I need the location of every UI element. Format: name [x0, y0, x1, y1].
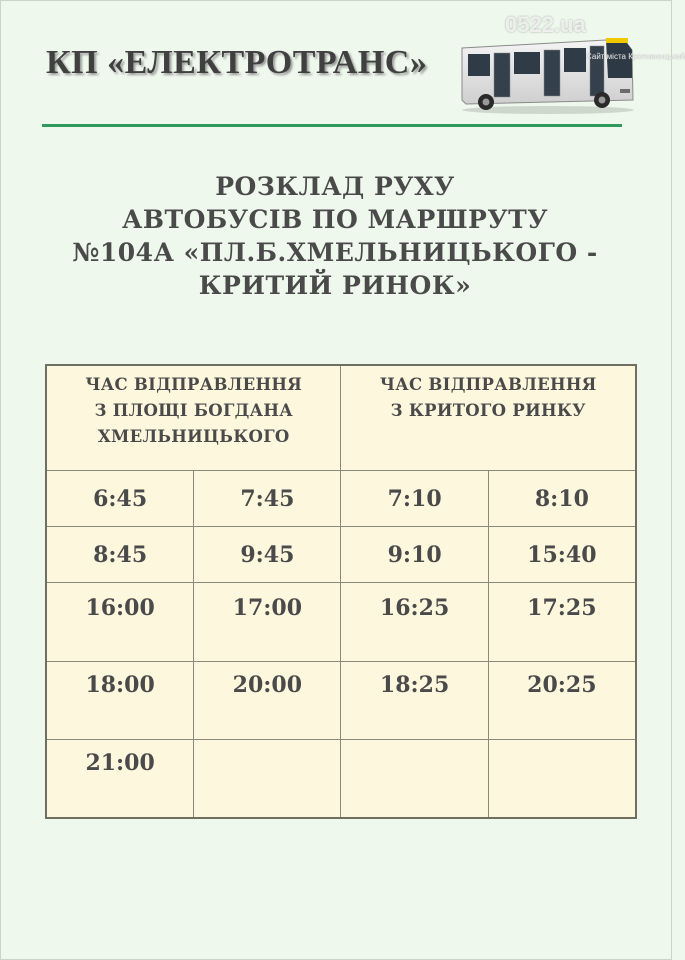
time-cell: 21:00: [46, 740, 194, 819]
header-divider: [42, 124, 622, 127]
time-cell: 7:10: [341, 471, 488, 527]
time-cell: 18:00: [46, 662, 194, 740]
time-cell: 6:45: [46, 471, 194, 527]
time-cell: 15:40: [488, 527, 636, 583]
time-cell: 9:10: [341, 527, 488, 583]
company-title: КП «ЕЛЕКТРОТРАНС»: [46, 44, 428, 81]
schedule-title: [40, 170, 630, 302]
time-cell: [341, 740, 488, 819]
time-cell: 20:00: [194, 662, 341, 740]
column-header-line: ЧАС ВІДПРАВЛЕННЯ: [379, 375, 597, 394]
time-cell: 8:10: [488, 471, 636, 527]
watermark-subtitle: Сайт міста Кропивницький: [586, 52, 685, 61]
table-row: [46, 527, 636, 583]
time-cell: 8:45: [46, 527, 194, 583]
table-header-row: [46, 365, 636, 471]
timetable: [45, 364, 637, 819]
schedule-title-line: КРИТИЙ РИНОК»: [198, 271, 472, 300]
table-row: [46, 662, 636, 740]
time-cell: [488, 740, 636, 819]
time-cell: 7:45: [194, 471, 341, 527]
column-header-line: ЧАС ВІДПРАВЛЕННЯ: [85, 375, 303, 394]
schedule-title-line: №104А «ПЛ.Б.ХМЕЛЬНИЦЬКОГО -: [72, 238, 598, 267]
time-cell: 16:25: [341, 583, 488, 662]
time-cell: 20:25: [488, 662, 636, 740]
time-cell: 16:00: [46, 583, 194, 662]
bus-icon: [456, 34, 636, 116]
table-row: [46, 471, 636, 527]
column-header-line: З КРИТОГО РИНКУ: [390, 401, 586, 420]
column-header-line: З ПЛОЩІ БОГДАНА: [94, 401, 293, 420]
time-cell: 18:25: [341, 662, 488, 740]
time-cell: [194, 740, 341, 819]
column-header-line: ХМЕЛЬНИЦЬКОГО: [97, 427, 290, 446]
schedule-title-line: РОЗКЛАД РУХУ: [215, 172, 455, 201]
column-header-from-market: [341, 365, 636, 471]
time-cell: 17:25: [488, 583, 636, 662]
schedule-title-line: АВТОБУСІВ ПО МАРШРУТУ: [121, 205, 549, 234]
table-row: [46, 583, 636, 662]
column-header-from-square: [46, 365, 341, 471]
table-row: [46, 740, 636, 819]
watermark: 0522.ua: [505, 12, 586, 37]
time-cell: 9:45: [194, 527, 341, 583]
time-cell: 17:00: [194, 583, 341, 662]
